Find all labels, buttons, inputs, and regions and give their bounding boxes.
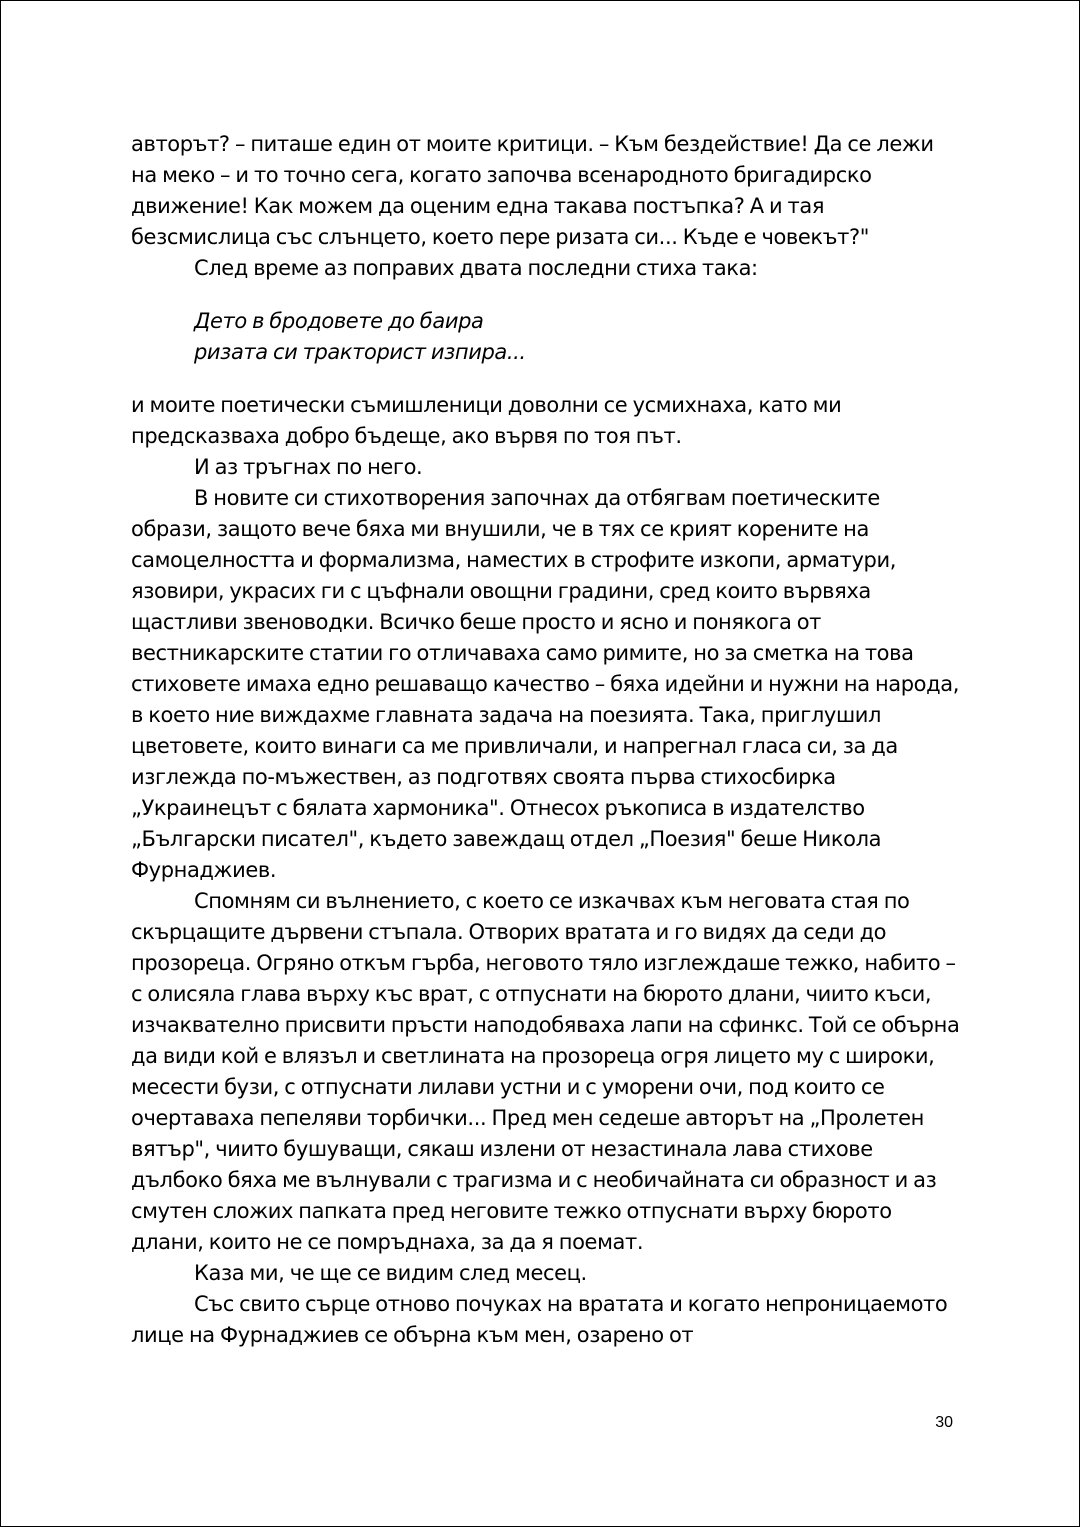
verse-line: Дето в бродовете до баира bbox=[194, 309, 484, 333]
verse-quote bbox=[194, 306, 961, 368]
paragraph: Със свито сърце отново почуках на вратата и когато непроницаемото лице на Фурнаджиев се обърна към мен, озарено от bbox=[131, 1292, 948, 1347]
page-body bbox=[131, 129, 961, 1351]
page-number: 30 bbox=[935, 1414, 953, 1431]
verse-line: ризата си тракторист изпира... bbox=[194, 340, 526, 364]
paragraph-continuation: авторът? – питаше един от моите критици. – Към бездействие! Да се лежи на меко – и то точно сега, когато започва всенародното бригадирско движение! Как можем да оценим една такава постъпка? А и тая безсмислица със слънцето, което пере ризата си... Къде е човекът?" bbox=[131, 132, 934, 249]
paragraph: След време аз поправих двата последни стиха така: bbox=[194, 256, 758, 280]
paragraph: Каза ми, че ще се видим след месец. bbox=[194, 1261, 587, 1285]
paragraph: Спомням си вълнението, с което се изкачвах към неговата стая по скърцащите дървени стъпала. Отворих вратата и го видях да седи до прозореца. Огряно откъм гърба, неговото тяло изглеждаше тежко, набито – с олисяла глава върху къс врат, с отпуснати на бюрото длани, чиито къси, изчаквателно присвити пръсти наподобяваха лапи на сфинкс. Той се обърна да види кой е влязъл и светлината на прозореца огря лицето му с широки, месести бузи, с отпуснати лилави устни и с уморени очи, под които се очертаваха пепеляви торбички... Пред мен седеше авторът на „Пролетен вятър", чиито бушуващи, сякаш излени от незастинала лава стихове дълбоко бяха ме вълнували с трагизма и с необичайната си образност и аз смутен сложих папката пред неговите тежко отпуснати върху бюрото длани, които не се помръднаха, за да я поемат. bbox=[131, 889, 960, 1254]
paragraph: и моите поетически съмишленици доволни се усмихнаха, като ми предсказваха добро бъдеще, ако вървя по тоя път. bbox=[131, 393, 842, 448]
paragraph: В новите си стихотворения започнах да отбягвам поетическите образи, защото вече бяха ми внушили, че в тях се крият корените на самоцелността и формализма, наместих в строфите изкопи, арматури, язовири, украсих ги с цъфнали овощни градини, сред които вървяха щастливи звеноводки. Всичко беше просто и ясно и понякога от вестникарските статии го отличаваха само римите, но за сметка на това стиховете имаха едно решаващо качество – бяха идейни и нужни на народа, в което ние виждахме главната задача на поезията. Така, приглушил цветовете, които винаги са ме привличали, и напрегнал гласа си, за да изглежда по-мъжествен, аз подготвях своята първа стихосбирка „Украинецът с бялата хармоника". Отнесох ръкописа в издателство „Български писател", където завеждащ отдел „Поезия" беше Никола Фурнаджиев. bbox=[131, 486, 959, 882]
paragraph: И аз тръгнах по него. bbox=[194, 455, 423, 479]
